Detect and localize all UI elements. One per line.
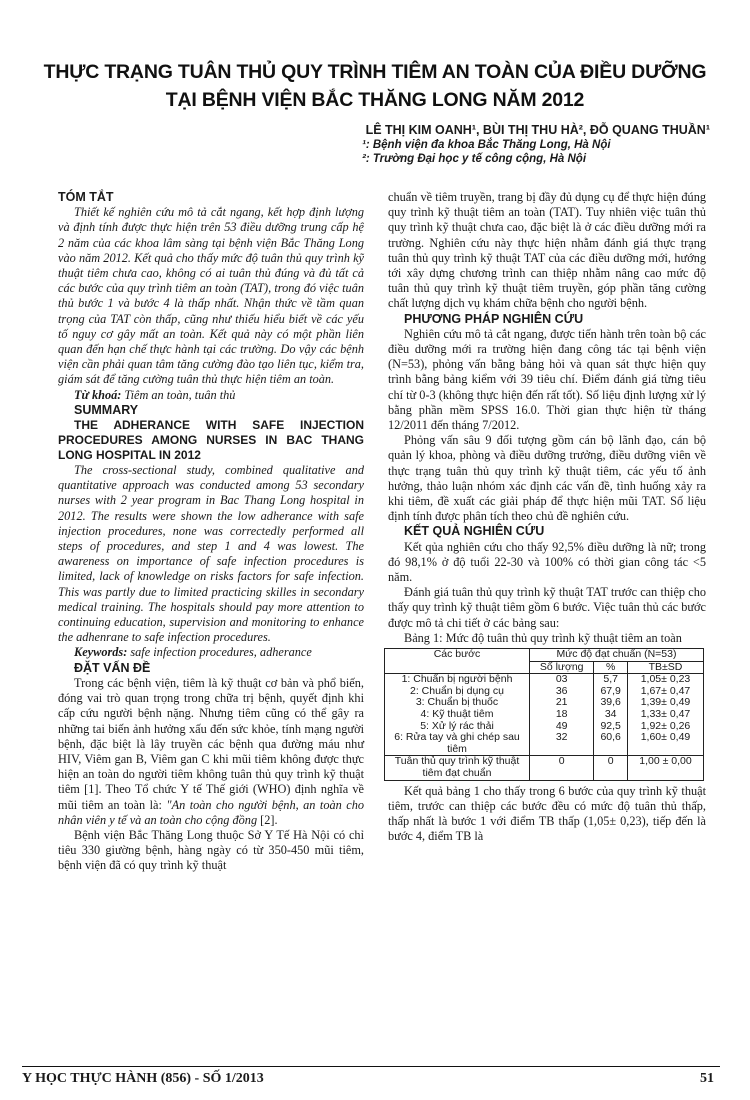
table-header-group: Mức độ đạt chuẩn (N=53): [530, 649, 704, 662]
methods-paragraph-1: Nghiên cứu mô tả cắt ngang, được tiến hành trên toàn bộ các điều dưỡng mới ra trường hiện đang công tác tại bệnh viện (N=53), phỏng vấn bằng bảng hỏi và quan sát thực hiện quy trình bằng bảng kiểm với 39 tiêu chí. Điểm đánh giá từng tiêu chí từ 0-3 (không thực hiện đến rất tốt). Số liệu định lượng xử lý bằng phần mềm SPSS 16.0. Thời gian thực hiện từ tháng 12/2011 đến tháng 7/2012.: [388, 326, 706, 433]
tb-3: 1,39± 0,49: [640, 696, 691, 709]
summary-text: The cross-sectional study, combined qualitative and quantitative approach was conducted among 53 secondary nurses with 2 year program in Bac Thang Long hospital in 2012. The results were shown the low adherance with safe injection procedures, none was correctedly performed all steps of procedures, and step 1 and 4 was lowest. The awareness on importance of safe infection procedures is limited, lack of knowledge on risks factors for safe infection. This was partly due to limited practicing skilles in secondary medical training. The hospitals should pay more attention to continuing education, supervision and monitoring to enhance the adhenrane to safe infection procedures.: [58, 463, 364, 645]
tb-6: 1,60± 0,49: [640, 731, 691, 744]
table-header-steps: Các bước: [385, 649, 530, 674]
total-label: Tuân thủ quy trình kỹ thuật tiêm đạt chuẩn: [385, 756, 530, 780]
total-pct: 0: [594, 756, 628, 780]
affiliation-2: ²: Trường Đại học y tế công cộng, Hà Nội: [362, 153, 587, 165]
tb-5: 1,92± 0,26: [640, 719, 691, 732]
right-column: [388, 190, 706, 844]
pct-2: 67,9: [600, 684, 621, 697]
table-tb-cell: [627, 674, 703, 756]
table-header-tb: TB±SD: [627, 661, 703, 674]
results-heading: KẾT QUẢ NGHIÊN CỨU: [404, 524, 545, 539]
pct-3: 39,6: [600, 696, 621, 709]
pct-5: 92,5: [600, 719, 621, 732]
keywords-line: [58, 388, 364, 403]
table-body-row: [385, 674, 704, 756]
affiliation-1: ¹: Bệnh viện đa khoa Bắc Thăng Long, Hà Nội: [362, 139, 611, 151]
abstract-text: Thiết kế nghiên cứu mô tả cắt ngang, kết hợp định lượng và định tính được thực hiện trên 53 điều dưỡng trung cấp hệ 2 năm của các khoa lâm sàng tại bệnh viện Bắc Thăng Long vào năm 2012. Kết quả cho thấy mức độ tuân thủ quy trình kỹ thuật tiêm chưa cao, không có ai tuân thủ đúng và đủ tất cả các bước của quy trình tiêm an toàn (TAT), trong đó việc tuân thủ bước 1 và bước 4 là thấp nhất. Nhận thức về tầm quan trọng của TAT còn thấp, cũng như thiếu hiểu biết về các yếu tố nguy cơ gây mất an toàn. Kết quả này có một phần liên quan đến hạn chế thực hành tại các trường. Do vậy các bệnh viện cần phải quan tâm tăng cường đào tạo liên tục, kiểm tra, giám sát để tăng cường tuân thủ thực hiện tiêm an toàn.: [58, 205, 364, 387]
total-tb: 1,00 ± 0,00: [627, 756, 703, 780]
count-5: 49: [555, 719, 568, 732]
compliance-table: [384, 648, 704, 781]
step-2: 2: Chuẩn bị dụng cụ: [410, 684, 504, 697]
tb-1: 1,05± 0,23: [640, 673, 691, 686]
tb-2: 1,67± 0,47: [640, 684, 691, 697]
count-2: 36: [555, 684, 568, 697]
table-pct-cell: [594, 674, 628, 756]
title-line-1: THỰC TRẠNG TUÂN THỦ QUY TRÌNH TIÊM AN TOÀN CỦA ĐIỀU DƯỠNG: [43, 61, 707, 83]
results-paragraph-2: Đánh giá tuân thủ quy trình kỹ thuật TAT trước can thiệp cho thấy quy trình kỹ thuật tiêm gồm 6 bước. Việc tuân thủ các bước được mô tả chi tiết ở các bảng sau:: [388, 585, 706, 630]
page-number: 51: [700, 1071, 714, 1086]
results-paragraph-3: Kết quả bảng 1 cho thấy trong 6 bước của quy trình kỹ thuật tiêm, trước can thiệp các bước đều có mức độ tuân thủ thấp, thấp nhất là bước 1 với điểm TB thấp (1,05± 0,23), tiếp đến là bước 4, điểm TB là: [388, 783, 706, 844]
affiliations: [362, 138, 611, 166]
summary-title: THE ADHERANCE WITH SAFE INJECTION PROCEDURES AMONG NURSES IN BAC THANG LONG HOSPITAL IN 2012: [58, 418, 364, 463]
table-count-cell: [530, 674, 594, 756]
keywords-label: Từ khoá:: [74, 387, 122, 402]
en-keywords-label: Keywords:: [74, 645, 128, 660]
author-list: LÊ THỊ KIM OANH¹, BÙI THỊ THU HÀ², ĐỖ QUANG THUẦN¹: [365, 123, 710, 137]
pct-1: 5,7: [603, 673, 618, 686]
table-steps-cell: [385, 674, 530, 756]
tb-4: 1,33± 0,47: [640, 708, 691, 721]
intro-paragraph-2: Bệnh viện Bắc Thăng Long thuộc Sở Y Tế Hà Nội có chỉ tiêu 330 giường bệnh, hàng ngày có từ 350-450 mũi tiêm, bệnh viện đã có quy trình kỹ thuật: [58, 827, 364, 873]
intro-paragraph-1: [58, 676, 364, 828]
table-header-count: Số lượng: [530, 661, 594, 674]
step-3: 3: Chuẩn bị thuốc: [415, 696, 499, 709]
keywords-text: Tiêm an toàn, tuân thủ: [121, 387, 236, 402]
intro-p1-quote: "An toàn cho người bệnh, an toàn cho nhân viên y tế và an toàn cho cộng đồng: [58, 797, 364, 827]
results-paragraph-1: Kết qủa nghiên cứu cho thấy 92,5% điều dưỡng là nữ; trong đó 98,1% ở độ tuổi 22-30 và 100% có thời gian công tác <5 năm.: [388, 539, 706, 585]
en-keywords-text: safe infection procedures, adherance: [127, 645, 312, 660]
table-total-row: [385, 756, 704, 780]
intro-p1-b: [2].: [257, 812, 278, 827]
step-4: 4: Kỹ thuật tiêm: [420, 708, 494, 721]
pct-4: 34: [604, 708, 617, 721]
count-3: 21: [555, 696, 568, 709]
step-5: 5: Xử lý rác thải: [420, 719, 494, 732]
summary-heading: SUMMARY: [74, 402, 139, 417]
count-6: 32: [555, 731, 568, 744]
page-footer: [22, 1066, 720, 1087]
table-caption: Bảng 1: Mức độ tuân thủ quy trình kỹ thuật tiêm an toàn: [404, 630, 682, 645]
article-title: [40, 58, 710, 114]
abstract-heading: TÓM TẮT: [58, 190, 114, 204]
count-4: 18: [555, 708, 568, 721]
intro-p1-a: Trong các bệnh viện, tiêm là kỹ thuật cơ bản và phổ biến, đóng vai trò quan trọng trong chữa trị bệnh, quyết định khi cấp cứu người bệnh nặng. Nhưng tiêm cũng có thể gây ra những tai biến ảnh hưởng xấu đến sức khỏe, tính mạng người bệnh, đặc biệt là lây truyền các bệnh qua đường máu như HIV, Viêm gan B, Viêm gan C khi mũi tiêm không được thực hiện an toàn do người tiêm không tuân thủ quy trình kỹ thuật tiêm [1]. Theo Tổ chức Y tế Thế giới (WHO) định nghĩa về mũi tiêm an toàn là:: [58, 675, 364, 812]
intro-continuation: chuẩn về tiêm truyền, trang bị đầy đủ dụng cụ để thực hiện đúng quy trình kỹ thuật tiêm an toàn (TAT). Tuy nhiên việc tuân thủ quy trình kỹ thuật chưa cao, đặc biệt là ở các điều dưỡng mới ra trường. Nghiên cứu này thực hiện nhằm đánh giá thực trạng tuân thủ quy trình kỹ thuật TAT của các điều dưỡng mới, hướng tới xây dựng chương trình can thiệp nhằm nâng cao mức độ tuân thủ quy trình kỹ thuật tiêm truyền, góp phần tăng cường chất lượng dịch vụ khám chữa bệnh cho người bệnh.: [388, 190, 706, 311]
step-1: 1: Chuẩn bị người bệnh: [401, 673, 513, 686]
table-header-pct: %: [594, 661, 628, 674]
journal-name: Y HỌC THỰC HÀNH (856) - SỐ 1/2013: [22, 1071, 264, 1086]
en-keywords-line: [58, 645, 364, 660]
step-6: 6: Rửa tay và ghi chép sau tiêm: [394, 731, 520, 755]
count-1: 03: [555, 673, 568, 686]
total-count: 0: [530, 756, 594, 780]
pct-6: 60,6: [600, 731, 621, 744]
title-line-2: TẠI BỆNH VIỆN BẮC THĂNG LONG NĂM 2012: [165, 89, 585, 111]
methods-heading: PHƯƠNG PHÁP NGHIÊN CỨU: [404, 311, 584, 326]
left-column: [58, 190, 364, 874]
intro-heading: ĐẶT VẤN ĐỀ: [74, 660, 151, 675]
methods-paragraph-2: Phỏng vấn sâu 9 đối tượng gồm cán bộ lãnh đạo, cán bộ quản lý khoa, phòng và điều dưỡng trưởng, điều dưỡng viên về thực trạng tuân thủ quy trình kỹ thuật tiêm, các yếu tố ảnh hưởng, thảo luận nhóm xác định các vấn đề, tình huống xảy ra khi tiêm, đề xuất các giải pháp để thực hiện mũi TAT. Số liệu định tính được phân tích theo chủ đề nghiên cứu.: [388, 433, 706, 524]
